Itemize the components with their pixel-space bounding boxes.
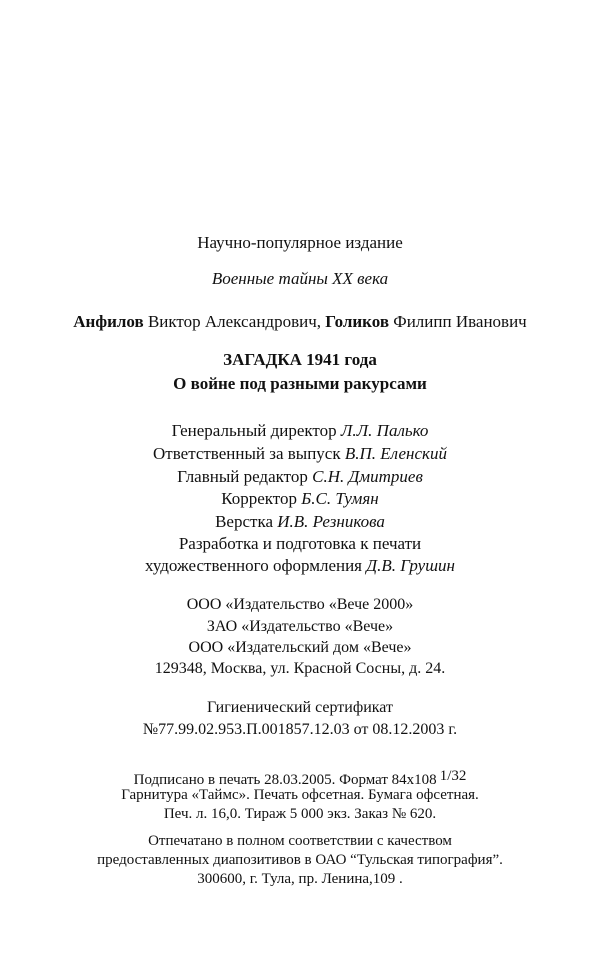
certificate-label: Гигиенический сертификат	[207, 699, 393, 716]
author-2-given: Филипп Иванович	[393, 312, 527, 331]
series-name: Военные тайны XX века	[211, 269, 389, 288]
staff-person: Д.В. Грушин	[366, 556, 455, 575]
staff-person: В.П. Еленский	[344, 444, 447, 463]
publisher-3: ООО «Издательский дом «Вече»	[188, 639, 412, 656]
edition-type: Научно-популярное издание	[197, 233, 403, 252]
staff-role: Верстка	[215, 512, 273, 531]
publisher-2: ЗАО «Издательство «Вече»	[206, 618, 394, 635]
staff-general-director	[0, 422, 600, 439]
staff-release-manager	[0, 445, 600, 462]
print-typeface: Гарнитура «Таймс». Печать офсетная. Бумага офсетная.	[121, 787, 479, 803]
printer-line-1: Отпечатано в полном соответствии с качеством	[148, 833, 452, 849]
printer-line-2: предоставленных диапозитивов в ОАО “Тульская типография”.	[97, 852, 503, 868]
author-1-given: Виктор Александрович,	[147, 312, 321, 331]
staff-prepress	[0, 535, 600, 552]
staff-layout	[0, 513, 600, 530]
staff-person: И.В. Резникова	[277, 512, 385, 531]
author-2-surname: Голиков	[325, 312, 390, 331]
print-signed-text: Подписано в печать 28.03.2005. Формат 84х108	[133, 772, 437, 788]
staff-chief-editor	[0, 468, 600, 485]
staff-art-design	[0, 557, 600, 574]
author-1-surname: Анфилов	[73, 312, 144, 331]
print-volume: Печ. л. 16,0. Тираж 5 000 экз. Заказ № 620.	[163, 806, 437, 822]
staff-role: Разработка и подготовка к печати	[178, 534, 422, 553]
staff-role: Ответственный за выпуск	[153, 444, 341, 463]
print-signed	[0, 769, 600, 788]
publisher-address: 129348, Москва, ул. Красной Сосны, д. 24.	[154, 660, 446, 677]
staff-person: Б.С. Тумян	[301, 489, 379, 508]
staff-proofreader	[0, 490, 600, 507]
book-title: ЗАГАДКА 1941 года	[223, 350, 377, 369]
staff-role: Корректор	[221, 489, 298, 508]
publisher-1: ООО «Издательство «Вече 2000»	[186, 596, 414, 613]
certificate-number: №77.99.02.953.П.001857.12.03 от 08.12.2003 г.	[142, 721, 458, 738]
staff-role: художественного оформления	[145, 556, 362, 575]
printer-address: 300600, г. Тула, пр. Ленина,109 .	[197, 871, 403, 887]
staff-person: С.Н. Дмитриев	[312, 467, 423, 486]
format-fraction: 1/32	[439, 768, 467, 784]
book-subtitle: О войне под разными ракурсами	[173, 374, 427, 393]
staff-person: Л.Л. Палько	[340, 421, 429, 440]
staff-role: Главный редактор	[177, 467, 308, 486]
staff-role: Генеральный директор	[171, 421, 337, 440]
authors-line	[0, 313, 600, 330]
